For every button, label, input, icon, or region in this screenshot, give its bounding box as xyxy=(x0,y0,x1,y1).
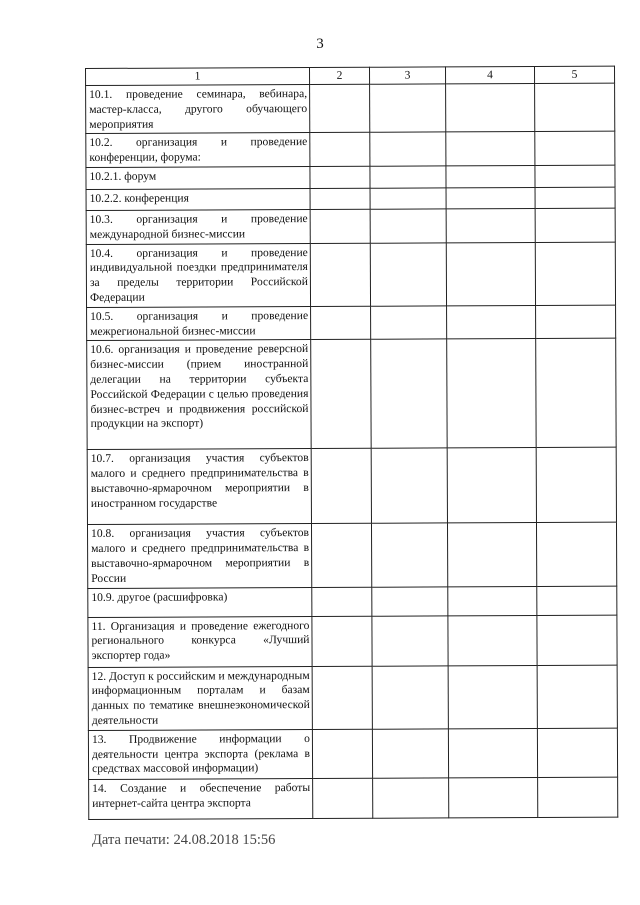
table-cell xyxy=(370,188,446,209)
table-row xyxy=(87,448,616,525)
table-row xyxy=(86,242,615,307)
row-label: 10.9. другое (расшифровка) xyxy=(88,587,312,617)
table-cell xyxy=(370,243,446,307)
table-row xyxy=(88,728,617,779)
table-row xyxy=(88,586,617,617)
table-cell xyxy=(371,339,447,448)
table-cell xyxy=(312,616,372,666)
table-cell xyxy=(311,306,371,340)
table-cell xyxy=(372,665,448,729)
table-cell xyxy=(535,242,615,306)
row-label: 14. Создание и обеспечение работы интернет-сайта центра экспорта xyxy=(89,778,313,819)
table-cell xyxy=(370,166,446,188)
table-cell xyxy=(446,209,535,243)
table-cell xyxy=(535,83,615,132)
table-cell xyxy=(446,188,535,209)
table-row xyxy=(86,208,615,244)
table-cell xyxy=(446,84,535,133)
table-cell xyxy=(448,586,537,615)
table-cell xyxy=(535,132,615,166)
row-label: 10.2. организация и проведение конференции, форума: xyxy=(86,133,310,168)
row-label: 13. Продвижение информации о деятельности центра экспорта (реклама в средствах массовой информации) xyxy=(88,729,312,779)
table-row xyxy=(87,305,616,341)
page-number: 3 xyxy=(316,36,324,52)
table-row xyxy=(87,339,616,450)
table-row xyxy=(86,187,615,210)
table-cell xyxy=(446,166,535,188)
table-row xyxy=(86,83,615,134)
table-row xyxy=(86,132,615,168)
table-cell xyxy=(447,523,536,587)
table-cell xyxy=(536,448,616,523)
table-cell xyxy=(449,777,538,817)
row-label: 11. Организация и проведение ежегодного регионального конкурса «Лучший экспортер года» xyxy=(88,616,312,667)
table-cell xyxy=(537,728,617,777)
table-row xyxy=(88,665,617,730)
print-date: Дата печати: 24.08.2018 15:56 xyxy=(92,832,276,848)
table-cell xyxy=(370,209,446,243)
column-header-4: 4 xyxy=(445,67,534,84)
table-cell xyxy=(311,524,371,587)
table-cell xyxy=(538,777,618,817)
table-row xyxy=(89,777,618,819)
row-label: 12. Доступ к российским и международным информационным порталам и базам данных по тематике внешнеэкономической деятельности xyxy=(88,666,312,730)
table-cell xyxy=(537,615,617,665)
table-cell xyxy=(373,778,449,818)
table-cell xyxy=(372,615,448,665)
column-header-3: 3 xyxy=(369,67,445,84)
table-cell xyxy=(312,587,372,616)
table-cell xyxy=(448,728,537,777)
row-label: 10.1. проведение семинара, вебинара, мастер-класса, другого обучающего мероприятия xyxy=(86,85,310,134)
table-cell xyxy=(310,243,370,306)
table-cell xyxy=(312,729,372,778)
table-cell xyxy=(447,448,536,523)
row-label: 10.4. организация и проведение индивидуальной поездки предпринимателя за пределы территории Российской Федерации xyxy=(86,243,310,307)
table-cell xyxy=(310,166,370,188)
table-cell xyxy=(536,305,616,339)
table-cell xyxy=(372,586,448,615)
row-label: 10.5. организация и проведение межрегиональной бизнес-миссии xyxy=(87,306,311,341)
column-header-1: 1 xyxy=(86,68,310,86)
table-cell xyxy=(535,165,615,187)
table-cell xyxy=(311,340,371,449)
report-table xyxy=(85,66,618,820)
table-cell xyxy=(537,586,617,615)
table-cell xyxy=(310,133,370,167)
table-cell xyxy=(536,523,616,587)
row-label: 10.2.2. конференция xyxy=(86,189,310,211)
table-cell xyxy=(313,778,373,818)
table-cell xyxy=(311,449,371,524)
row-label: 10.8. организация участия субъектов малого и среднего предпринимательства в выставочно-ярмарочном мероприятии в России xyxy=(87,524,311,588)
table-cell xyxy=(371,448,447,523)
table-cell xyxy=(535,208,615,242)
table-cell xyxy=(372,729,448,778)
table-cell xyxy=(310,84,370,133)
table-cell xyxy=(370,132,446,166)
table-cell xyxy=(536,339,616,448)
table-cell xyxy=(448,665,537,729)
table-cell xyxy=(371,523,447,587)
table-cell xyxy=(310,209,370,243)
column-header-5: 5 xyxy=(534,66,614,83)
row-label: 10.6. организация и проведение реверсной бизнес-миссии (прием иностранной делегации на территории субъекта Российской Федерации с целью проведения бизнес-встреч и продвижения российской продукции на экспорт) xyxy=(87,340,311,450)
column-header-2: 2 xyxy=(310,67,370,84)
row-label: 10.7. организация участия субъектов малого и среднего предпринимательства в выставочно-ярмарочном мероприятии в иностранном государстве xyxy=(87,449,311,525)
table-cell xyxy=(447,339,536,448)
table-row xyxy=(88,615,617,667)
table-cell xyxy=(312,666,372,729)
table-row xyxy=(87,523,616,588)
table-cell xyxy=(310,188,370,209)
table-cell xyxy=(448,615,537,665)
table-cell xyxy=(446,242,535,306)
table-cell xyxy=(447,305,536,339)
table-cell xyxy=(535,187,615,208)
table-cell xyxy=(537,665,617,729)
table-cell xyxy=(371,306,447,340)
table-cell xyxy=(370,84,446,133)
table-row xyxy=(86,165,615,189)
row-label: 10.2.1. форум xyxy=(86,167,310,190)
table-cell xyxy=(446,132,535,166)
row-label: 10.3. организация и проведение международной бизнес-миссии xyxy=(86,210,310,245)
